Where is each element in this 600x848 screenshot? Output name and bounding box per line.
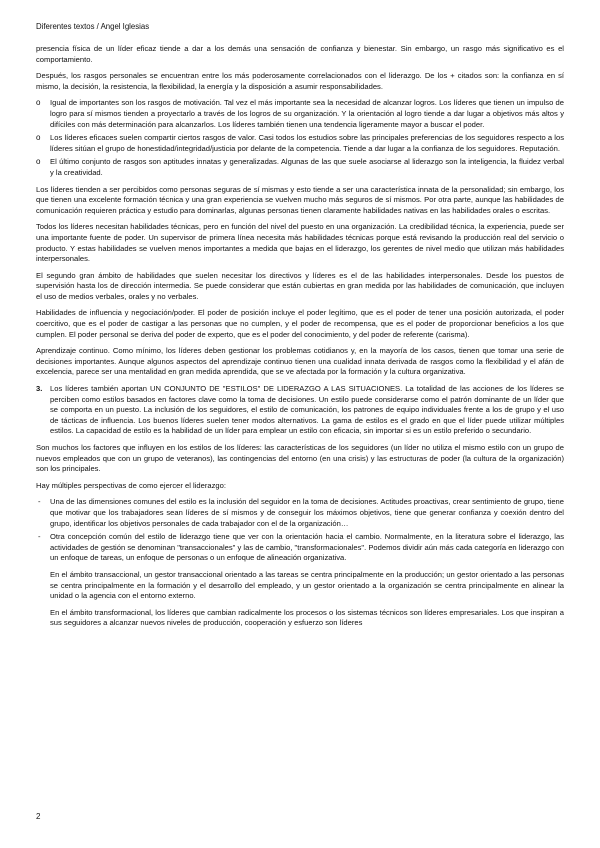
paragraph: Todos los líderes necesitan habilidades técnicas, pero en función del nivel del puesto en una organización. La credibilidad técnica, la experiencia, puede ser una importante fuente de poder. Un supervisor de primera línea necesita más habilidades técnicas porque está revisando la producción real del servicio o producto. Y estas habilidades se vuelven menos importantes a medida que bajas en el liderazgo, los gerentes de nivel medio que utilizan más habilidades interpersonales.: [36, 222, 564, 264]
paragraph: presencia física de un líder eficaz tiende a dar a los demás una sensación de confianza y bienestar. Sin embargo, un rasgo más significativo es el comportamiento.: [36, 44, 564, 64]
page-number: 2: [36, 812, 41, 821]
running-header: Diferentes textos / Angel Iglesias: [36, 22, 150, 31]
paragraph: Aprendizaje continuo. Como mínimo, los líderes deben gestionar los problemas cotidianos y, en la mayoría de los casos, tienen que tomar una serie de decisiones importantes. Aunque algunos aspectos del aprendizaje continuo tienen una cualidad innata derivada de rasgos como la flexibilidad y el afán de excelencia, parece ser una mentalidad en gran medida aprendida, que se ve afectada por la formación y la cultura organizativa.: [36, 346, 564, 377]
list-item: o Igual de importantes son los rasgos de motivación. Tal vez el más importante sea la necesidad de alcanzar logros. Los líderes que tienen un impulso de logro para sí mismos tienden a proyectarlo a través de los logros de su organización. Y la orientación al logro tiende a dar lugar a objetivos más altos y difíciles con más determinación para alcanzarlos. Los líderes también tienen una tendencia ligeramente mayor a buscar el poder.: [36, 98, 564, 130]
list-item: - Una de las dimensiones comunes del estilo es la inclusión del seguidor en la toma de decisiones. Actitudes proactivas, crear sentimiento de grupo, tiene que motivar que los trabajadores sean líderes de sí mismos y de conseguir los máximos objetivos, tiene que generar confianza y coexión dentro del grupo, identificar los objetivos personales de cada trabajador con el de la organización…: [36, 497, 564, 529]
circle-bullet-list: [36, 98, 564, 178]
paragraph: Son muchos los factores que influyen en los estilos de los líderes: las características de los seguidores (un líder no utiliza el mismo estilo con un grupo de nuevos empleados que con un grupo de veteranos), las contingencias del entorno (en una crisis) y las estructuras de poder (la cultura de la organización) son los principales.: [36, 443, 564, 474]
item-text: Los líderes también aportan UN CONJUNTO DE "ESTILOS" DE LIDERAZGO A LAS SITUACIONES. La totalidad de las acciones de los líderes se perciben como estilos basados en factores clave como la toma de decisiones. Un estilo puede considerarse como el patrón dominante de un líder que se comporta en un puesto. La inclusión de los seguidores, el estilo de comunicación, los patrones de equipo individuales frente a los de grupo y el uso de tácticas de influencia. Los buenos líderes suelen tener modos alternativos. La gama de estilos es el grado en que el líder puede utilizar múltiples estilos. La capacidad de estilo es la habilidad de un líder para emplear un estilo con eficacia, sin importar si es un estilo preferido o secundario.: [50, 384, 564, 436]
list-item: - Otra concepción común del estilo de liderazgo tiene que ver con la orientación hacia el cambio. Normalmente, en la literatura sobre el liderazgo, las actividades de gestión se denominan "transaccionales" y las de cambio, "transformacionales". Podemos dividir aún más cada categoría en liderazgo con un enfoque de tareas, un enfoque de personas o un enfoque de alineación organizativa.: [36, 532, 564, 564]
indented-paragraph: En el ámbito transformacional, los líderes que cambian radicalmente los procesos o los sistemas técnicos son líderes empresariales. Los que inspiran a sus seguidores a alcanzar nuevos niveles de producción, cooperación y esfuerzo son líderes: [50, 607, 564, 628]
paragraph: Los líderes tienden a ser percibidos como personas seguras de sí mismas y esto tiende a ser una característica innata de la personalidad; sin embargo, los que tienen una excelente formación técnica y una gran experiencia se vuelven mucho más seguros de sí mismos. Por otra parte, aunque las habilidades de comunicación requieren práctica y estudio para dominarlas, algunas personas tienen claramente habilidades nativas en las habilidades orales o escritas.: [36, 184, 564, 215]
indented-paragraph: En el ámbito transaccional, un gestor transaccional orientado a las tareas se centra principalmente en la producción; un gestor orientado a las personas se centra principalmente en la formación y el desarrollo del empleado, y un gestor orientado a la organización se centra principalmente en alinear la unidad o la agencia con el entorno externo.: [50, 569, 564, 601]
paragraph: Hay múltiples perspectivas de como ejercer el liderazgo:: [36, 480, 226, 490]
paragraph: Después, los rasgos personales se encuentran entre los más poderosamente correlacionados con el liderazgo. De los + citados son: la confianza en sí mismo, la decisión, la resistencia, la flexibilidad, la energía y la disposición a asumir responsabilidades.: [36, 71, 564, 91]
paragraph: Habilidades de influencia y negociación/poder. El poder de posición incluye el poder legítimo, que es el poder de tener una posición autorizada, el poder coercitivo, que es el poder de castigar a las personas que no cumplen, y el poder de recompensa, que es el poder de proporcionar beneficios a los que cumplen. El poder personal se deriva del poder de experto, que es el poder del conocimiento, y del poder de referente (carisma).: [36, 308, 564, 339]
body-text: [36, 44, 564, 629]
list-item: o Los líderes eficaces suelen compartir ciertos rasgos de valor. Casi todos los estudios sobre las principales preferencias de los seguidores respecto a los líderes sitúan el grupo de honestidad/integridad/justicia por delante de la competencia. Tiende a dar lugar a la confianza de los seguidores. Reputación.: [36, 133, 564, 154]
paragraph: El segundo gran ámbito de habilidades que suelen necesitar los directivos y líderes es el de las habilidades interpersonales. Desde los puestos de supervisión hasta los de dirección intermedia. Se puede considerar que están cubiertas en gran medida por las habilidades de comunicación, que incluyen el uso de medios verbales, orales y no verbales.: [36, 270, 564, 301]
list-item: o El último conjunto de rasgos son aptitudes innatas y generalizadas. Algunas de las que suele asociarse al liderazgo son la inteligencia, la fluidez verbal y la creatividad.: [36, 157, 564, 178]
numbered-item-3: [36, 384, 564, 437]
dash-bullet-list: [36, 497, 564, 564]
item-number: 3.: [36, 384, 43, 394]
